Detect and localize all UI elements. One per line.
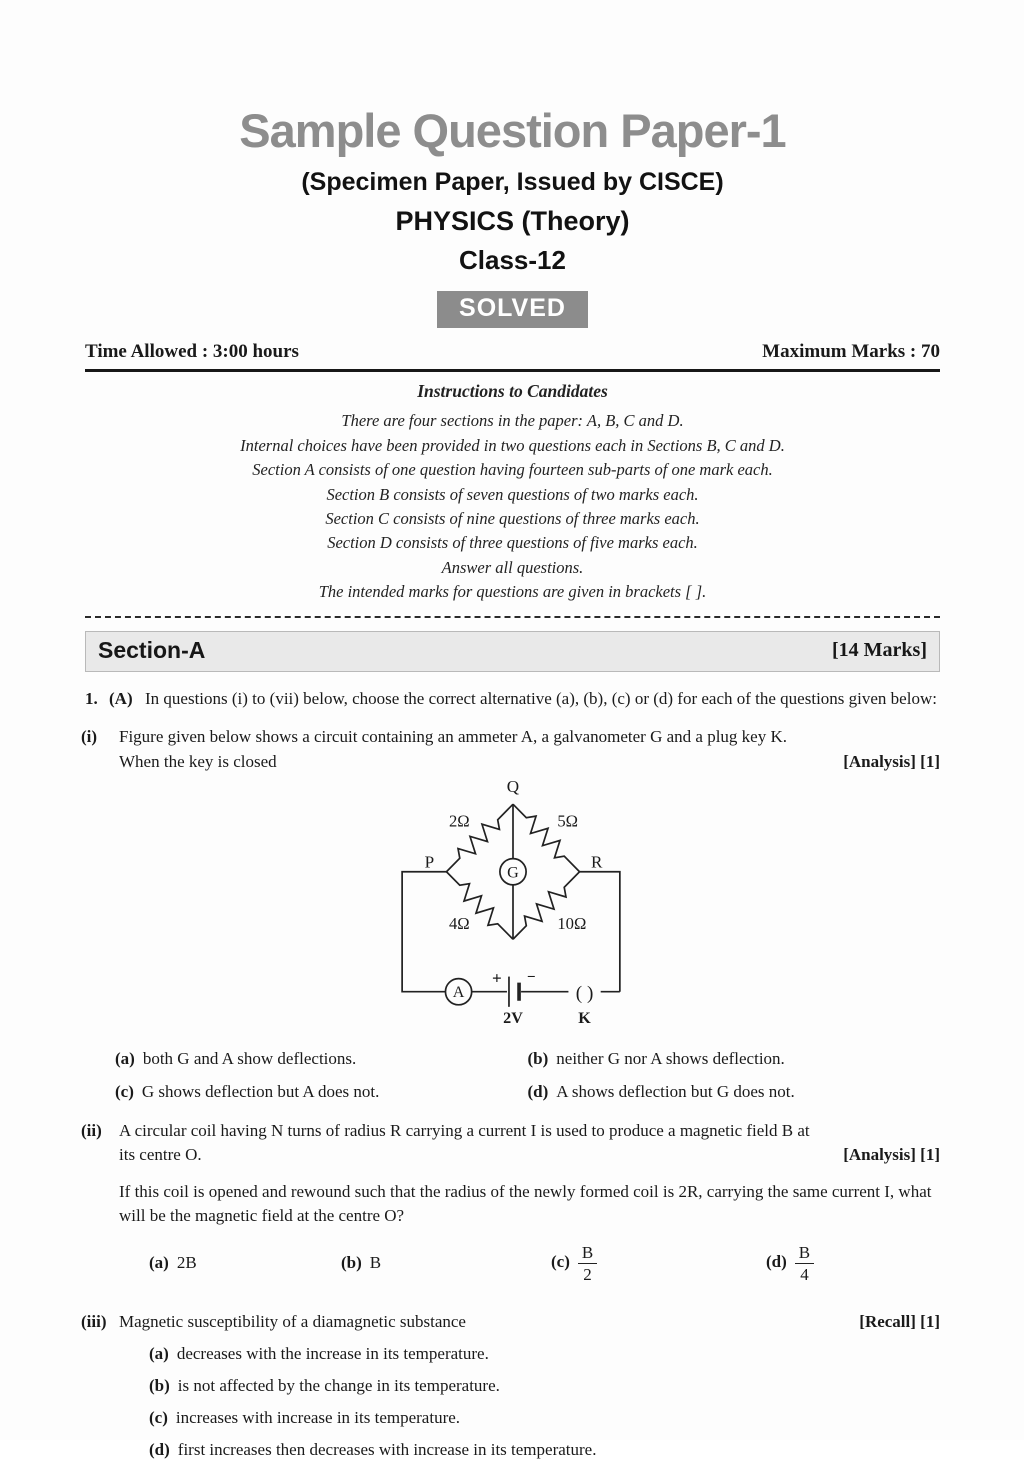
question-ii-label: (ii) — [81, 1120, 102, 1140]
option-d — [528, 1080, 941, 1104]
instruction-line: Section A consists of one question having fourteen sub-parts of one mark each. — [252, 460, 773, 480]
battery-minus-sign: − — [526, 969, 535, 986]
option-d — [766, 1243, 940, 1284]
question-iii-options — [149, 1342, 940, 1462]
option-d-label: (d) — [766, 1252, 787, 1272]
option-d-text: first increases then decreases with increase in its temperature. — [177, 1439, 597, 1459]
question-ii-text2: If this coil is opened and rewound such that the radius of the newly formed coil is 2R, carrying the same current I, what will be the magnetic field at the centre O? — [119, 1181, 932, 1226]
question-iii — [81, 1310, 940, 1462]
question-ii-marks-tag: [Analysis] [1] — [843, 1145, 940, 1165]
instruction-line: Section B consists of seven questions of two marks each. — [326, 484, 699, 504]
instructions-block — [85, 381, 940, 604]
option-b-label: (b) — [527, 1049, 549, 1068]
instruction-line: Answer all questions. — [441, 557, 584, 577]
question-iii-label: (iii) — [81, 1311, 107, 1331]
node-p-label: P — [424, 852, 434, 872]
option-b — [149, 1374, 940, 1398]
question-ii-options — [149, 1243, 940, 1284]
question-ii-content — [119, 1119, 940, 1286]
option-c-text: increases with increase in its temperature. — [175, 1407, 461, 1427]
paper-subtitle: (Specimen Paper, Issued by CISCE) — [301, 168, 724, 197]
option-c — [551, 1243, 766, 1284]
solved-badge: SOLVED — [437, 291, 588, 328]
question-ii-text: A circular coil having N turns of radius R carrying a current I is used to produce a magnetic field B at its centre O. — [119, 1120, 810, 1165]
instruction-line: Section D consists of three questions of five marks each. — [327, 533, 698, 553]
option-a-label: (a) — [149, 1253, 169, 1273]
option-a-text: decreases with the increase in its temperature. — [176, 1343, 489, 1363]
maximum-marks: Maximum Marks : 70 — [762, 341, 940, 363]
option-d-text: A shows deflection but G does not. — [556, 1082, 795, 1102]
question-i-marks-tag: [Analysis] [1] — [843, 751, 940, 771]
option-d-label: (d) — [527, 1082, 549, 1102]
question-i-label: (i) — [81, 727, 98, 747]
option-c-label: (c) — [115, 1082, 134, 1102]
galvanometer-label: G — [506, 864, 519, 882]
paper-title: Sample Question Paper-1 — [239, 104, 786, 157]
question-i-options — [115, 1047, 940, 1105]
question-iii-marks-tag: [Recall] [1] — [859, 1311, 940, 1331]
section-a-banner — [85, 631, 940, 672]
option-a-text: 2B — [176, 1253, 197, 1273]
option-a — [149, 1342, 940, 1366]
option-c — [149, 1406, 940, 1430]
fraction-numerator: B — [578, 1243, 597, 1264]
question-i — [81, 725, 940, 774]
question-iii-body — [119, 1310, 940, 1334]
option-c-label: (c) — [149, 1407, 168, 1427]
option-a — [149, 1251, 341, 1275]
question-iii-text: Magnetic susceptibility of a diamagnetic substance — [119, 1311, 466, 1331]
question-1-text: In questions (i) to (vii) below, choose the correct alternative (a), (b), (c) or (d) for each of the questions given below: — [145, 688, 937, 708]
option-c-fraction — [578, 1243, 597, 1284]
option-b-label: (b) — [341, 1253, 362, 1273]
option-b-text: is not affected by the change in its temperature. — [177, 1375, 500, 1395]
plug-key-icon: ( ) — [575, 982, 593, 1004]
option-b-label: (b) — [149, 1375, 170, 1395]
section-a-title: Section-A — [98, 636, 206, 663]
dashed-separator — [85, 616, 940, 618]
header-rule — [85, 369, 940, 372]
option-d — [149, 1438, 940, 1462]
battery-plus-sign: + — [491, 968, 502, 988]
wheatstone-bridge-circuit-diagram — [379, 778, 647, 1030]
option-a — [115, 1047, 528, 1071]
option-c — [115, 1080, 528, 1104]
instruction-line: The intended marks for questions are given in brackets [ ]. — [318, 582, 707, 602]
question-ii-body — [119, 1119, 940, 1168]
option-b — [341, 1251, 551, 1275]
question-i-body — [119, 725, 940, 774]
option-d-fraction — [795, 1243, 814, 1284]
resistor-4ohm-label: 4Ω — [448, 914, 470, 934]
fraction-denominator: 2 — [583, 1264, 592, 1284]
ammeter-label: A — [452, 984, 464, 1002]
section-a-marks: [14 Marks] — [832, 638, 927, 661]
time-allowed: Time Allowed : 3:00 hours — [85, 341, 299, 363]
class-title: Class-12 — [459, 245, 566, 276]
instruction-line: Internal choices have been provided in two questions each in Sections B, C and D. — [240, 435, 785, 455]
question-1 — [85, 687, 940, 711]
circuit-figure — [85, 778, 940, 1035]
option-b-text: neither G nor A shows deflection. — [556, 1049, 785, 1068]
subject-title: PHYSICS (Theory) — [395, 206, 630, 237]
instructions-title: Instructions to Candidates — [417, 381, 608, 402]
option-b — [528, 1047, 941, 1071]
solved-badge-row — [85, 291, 940, 328]
resistor-2ohm-label: 2Ω — [448, 811, 470, 831]
option-a-text: both G and A show deflections. — [142, 1049, 357, 1068]
question-i-text: Figure given below shows a circuit containing an ammeter A, a galvanometer G and a plug key K. When the key is closed — [119, 727, 788, 771]
resistor-5ohm-label: 5Ω — [556, 811, 578, 831]
battery-voltage-label: 2V — [502, 1009, 523, 1027]
question-iii-content — [119, 1310, 940, 1462]
question-1-part: (A) — [109, 688, 133, 708]
node-r-label: R — [590, 852, 602, 872]
plug-key-label: K — [577, 1009, 591, 1027]
instruction-line: Section C consists of nine questions of three marks each. — [325, 508, 700, 528]
left-wire — [402, 872, 446, 992]
option-c-label: (c) — [551, 1252, 570, 1272]
fraction-denominator: 4 — [800, 1264, 809, 1284]
option-d-label: (d) — [149, 1439, 170, 1459]
question-ii — [81, 1119, 940, 1286]
node-q-label: Q — [506, 777, 519, 797]
option-a-label: (a) — [115, 1049, 135, 1068]
meta-row — [85, 341, 940, 363]
resistor-10ohm-label: 10Ω — [556, 914, 586, 934]
fraction-numerator: B — [795, 1243, 814, 1264]
option-c-text: G shows deflection but A does not. — [141, 1082, 380, 1102]
instruction-line: There are four sections in the paper: A, B, C and D. — [341, 411, 684, 431]
option-a-label: (a) — [149, 1343, 169, 1363]
option-b-text: B — [369, 1253, 382, 1273]
question-1-number: 1. — [85, 688, 98, 708]
